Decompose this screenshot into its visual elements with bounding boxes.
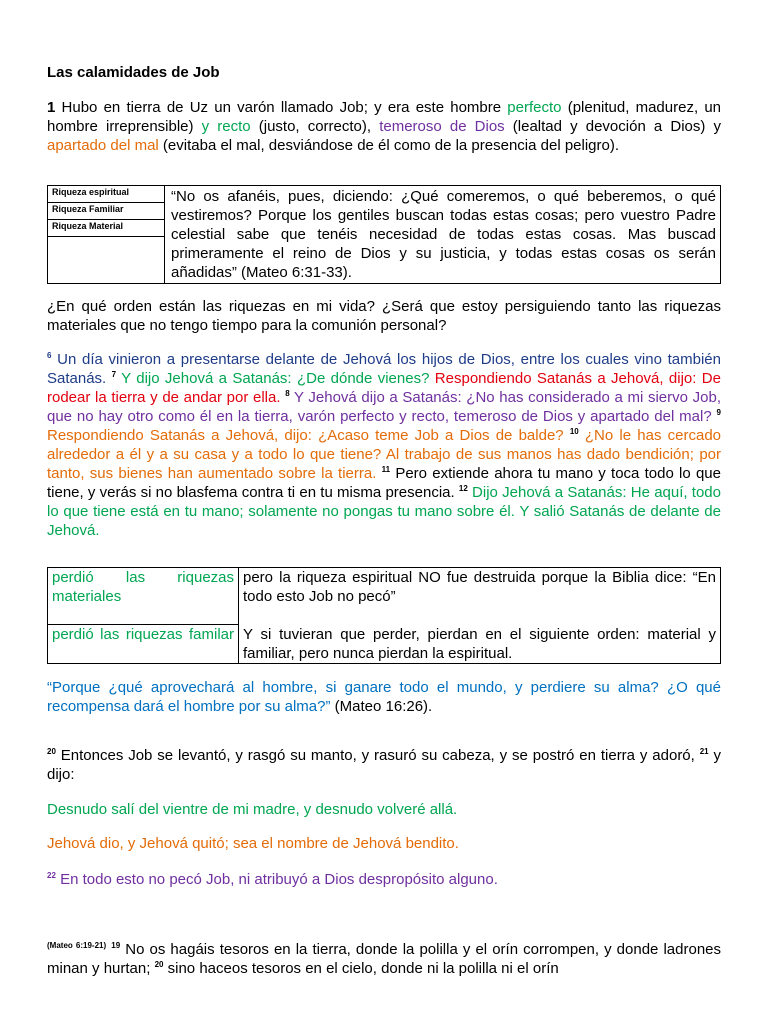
text: Un día vinieron a presentarse delante de Jehová los hijos de Dios, entre los cuales vino también Satanás. [47,351,721,387]
text: Respondiendo Satanás a Jehová, dijo: De rodear la tierra y de andar por ella. [47,370,721,406]
text: Y si tuvieran que perder, pierdan en el siguiente orden: material y familiar, pero nunca pierdan la espiritual. [243,626,716,662]
text: sino haceos tesoros en el cielo, donde ni la polilla ni el orín [163,960,559,977]
text: (justo, correcto), [250,118,380,135]
cell-explanation [239,568,721,664]
mateo-6-quote: “No os afanéis, pues, diciendo: ¿Qué comeremos, o qué beberemos, o qué vestiremos? Porque los gentiles buscan todas estas cosas; pero vuestro Padre celestial sabe que tenéis necesidad de todas estas cosas. Mas buscad primeramente el reino de Dios y su justicia, y todas estas cosas os serán añadidas” (Mateo 6:31-33). [165,186,721,284]
verse-number: 21 [699,747,709,756]
text: Respondiendo Satanás a Jehová, dijo: ¿Acaso teme Job a Dios de balde? [47,427,570,444]
verse-number: 10 [569,427,579,436]
verse-number: 20 [47,747,56,756]
paragraph-mateo-6-19 [47,940,721,978]
verse-number: 22 [47,871,56,880]
highlight-apartado: apartado del mal [47,137,159,154]
text: Y dijo Jehová a Satanás: ¿De dónde vienes? [116,370,435,387]
line-verse-22 [47,870,721,889]
text: ¿No le has cercado alrededor a él y a su casa y a todo lo que tiene? Al trabajo de sus manos has dado bendición; por tanto, sus bienes han aumentado sobre la tierra. [47,427,722,482]
text: y dijo: [47,747,721,783]
verse-number: 11 [381,465,391,474]
verse-number: 19 [111,941,121,950]
text: No os hagáis tesoros en la tierra, donde la polilla y el orín corrompen, y donde ladrones minan y hurtan; [47,941,721,977]
empty-cell [48,236,165,283]
perdidas-table [47,567,721,664]
text: Y Jehová dijo a Satanás: ¿No has considerado a mi siervo Job, que no hay otro como él en la tierra, varón perfecto y recto, temeroso de Dios y apartado del mal? [47,389,721,425]
paragraph-verses-6-12 [47,350,721,540]
text: “Porque ¿qué aprovechará al hombre, si ganare todo el mundo, y perdiere su alma? ¿O qué recompensa dará el hombre por su alma?” [47,679,721,715]
verse-number: 6 [47,351,52,360]
mateo-16-quote [47,678,721,716]
text: pero la riqueza espiritual NO fue destruida porque la Biblia dice: “En todo esto Job no pecó” [243,569,716,605]
question-paragraph: ¿En qué orden están las riquezas en mi vida? ¿Será que estoy persiguiendo tanto las riquezas materiales que no tengo tiempo para la comunión personal? [47,298,721,334]
page-title: Las calamidades de Job [47,64,220,81]
riquezas-table [47,185,721,284]
text: Dijo Jehová a Satanás: He aquí, todo lo que tiene está en tu mano; solamente no pongas tu mano sobre él. Y salió Satanás de delante de Jehová. [47,484,721,539]
verse-number: 12 [458,484,468,493]
text: Entonces Job se levantó, y rasgó su manto, y rasuró su cabeza, y se postró en tierra y adoró, [55,747,700,764]
cell-perdio-materiales: perdió las riquezas materiales [48,568,239,625]
cell-perdio-familiar: perdió las riquezas familar [48,625,239,664]
reference: (Mateo 16:26). [330,698,433,715]
text: (lealtad y devoción a Dios) y [504,118,722,135]
verse-number: 9 [716,408,721,417]
verse-number: 7 [111,370,117,379]
text: (plenitud, madurez, un hombre irreprensible) [47,99,722,135]
highlight-recto: y recto [201,118,251,135]
paragraph-verses-20-21 [47,746,721,784]
line-jehova-dio: Jehová dio, y Jehová quitó; sea el nombre de Jehová bendito. [47,835,459,852]
highlight-temeroso: temeroso de Dios [379,118,505,135]
text: (evitaba el mal, desviándose de él como de la presencia del peligro). [158,137,620,154]
label-riqueza-espiritual: Riqueza espiritual [48,186,165,203]
verse-number: 8 [285,389,290,398]
highlight-perfecto: perfecto [507,99,562,116]
label-riqueza-material: Riqueza Material [48,219,165,236]
label-riqueza-familiar: Riqueza Familiar [48,202,165,219]
paragraph-verse-1 [47,98,721,155]
line-desnudo: Desnudo salí del vientre de mi madre, y desnudo volveré allá. [47,801,458,818]
verse-number: 20 [154,960,164,969]
text: Hubo en tierra de Uz un varón llamado Job; y era este hombre [55,99,508,116]
reference: (Mateo 6:19-21) [47,941,107,950]
text: Pero extiende ahora tu mano y toca todo lo que tiene, y verás si no blasfema contra ti en tu misma presencia. [47,465,721,501]
text: En todo esto no pecó Job, ni atribuyó a Dios despropósito alguno. [55,871,498,888]
verse-number: 1 [47,99,56,116]
